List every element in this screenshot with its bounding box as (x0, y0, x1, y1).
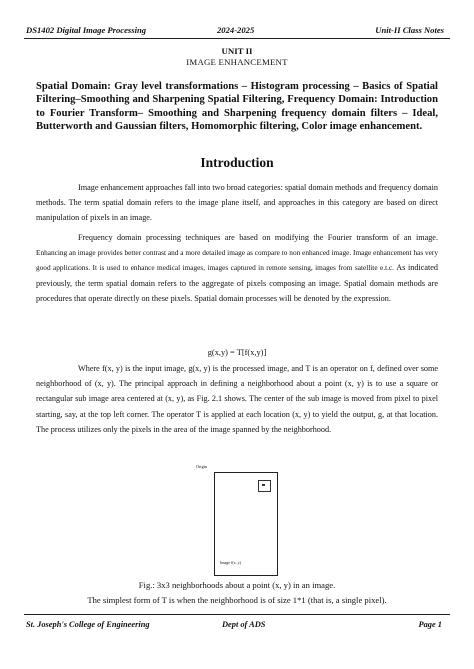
closing-line: The simplest form of T is when the neighborhood is of size 1*1 (that is, a single pixel). (87, 595, 387, 605)
paragraph-2-part-b: Enhancing an image provides better contrast and a more detailed image as compare to non enhanced image. Image enhancement has very good applications. It is used to enhance medical images, images captured in remote sensing, images from satellite e.t.c. (36, 248, 438, 273)
header-notes: Unit-II Class Notes (375, 25, 444, 35)
section-title: Introduction (200, 155, 274, 170)
page-header (26, 25, 448, 39)
footer-divider (24, 614, 450, 615)
figure-caption: Fig.: 3x3 neighborhoods about a point (x, y) in an image. (138, 580, 336, 590)
figure-neighborhood-square (258, 480, 271, 492)
paragraph-1: Image enhancement approaches fall into two broad categories: spatial domain methods and frequency domain methods. The term spatial domain refers to the image plane itself, and approaches in this category are based on direct manipulation of pixels in an image. (36, 183, 438, 223)
footer-college: St. Joseph's College of Engineering (26, 620, 150, 629)
unit-title: UNIT II (221, 46, 253, 56)
footer-dept: Dept of ADS (222, 620, 266, 629)
paragraph-3: Where f(x, y) is the input image, g(x, y) is the processed image, and T is an operator on f, defined over some neighborhood of (x, y). The principal approach in defining a neighborhood about a point (x, y) is to use a square or rectangular sub image area centered at (x, y), as Fig. 2.1 shows. The center of the sub image is moved from pixel to pixel starting, say, at the top left corner. The operator T is applied at each location (x, y) to yield the output, g, at that location. The process utilizes only the pixels in the area of the image spanned by the neighborhood. (36, 364, 438, 434)
footer-page-number: Page 1 (418, 620, 442, 629)
paragraph-2 (36, 230, 438, 306)
figure-origin-label: Origin (196, 464, 207, 469)
syllabus-text: Spatial Domain: Gray level transformations – Histogram processing – Basics of Spatial Filtering–Smoothing and Sharpening Spatial Filtering, Frequency Domain: Introduction to Fourier Transform– Smoothing and Sharpening frequency domain filters – Ideal, Butterworth and Gaussian filters, Homomorphic filtering, Color image enhancement. (36, 81, 438, 133)
formula: g(x,y) = T[f(x,y)] (207, 348, 267, 357)
header-year: 2024-2025 (217, 25, 255, 35)
unit-subtitle: IMAGE ENHANCEMENT (186, 57, 288, 67)
page-footer (26, 620, 448, 634)
paragraph-2-part-a: Frequency domain processing techniques are based on modifying the Fourier transform of an image. (78, 233, 438, 242)
figure-center-pixel (262, 484, 265, 486)
paragraph-2-part-c: As indicated previously, the term spatial domain refers to the aggregate of pixels composing an image. Spatial domain methods are procedures that operate directly on these pixels. Spatial domain processes will be denoted by the expression. (36, 263, 438, 303)
header-divider (24, 38, 450, 39)
header-course: DS1402 Digital Image Processing (26, 25, 147, 35)
figure-image-label: Image f(x, y) (220, 560, 241, 565)
neighborhood-figure (196, 464, 282, 576)
